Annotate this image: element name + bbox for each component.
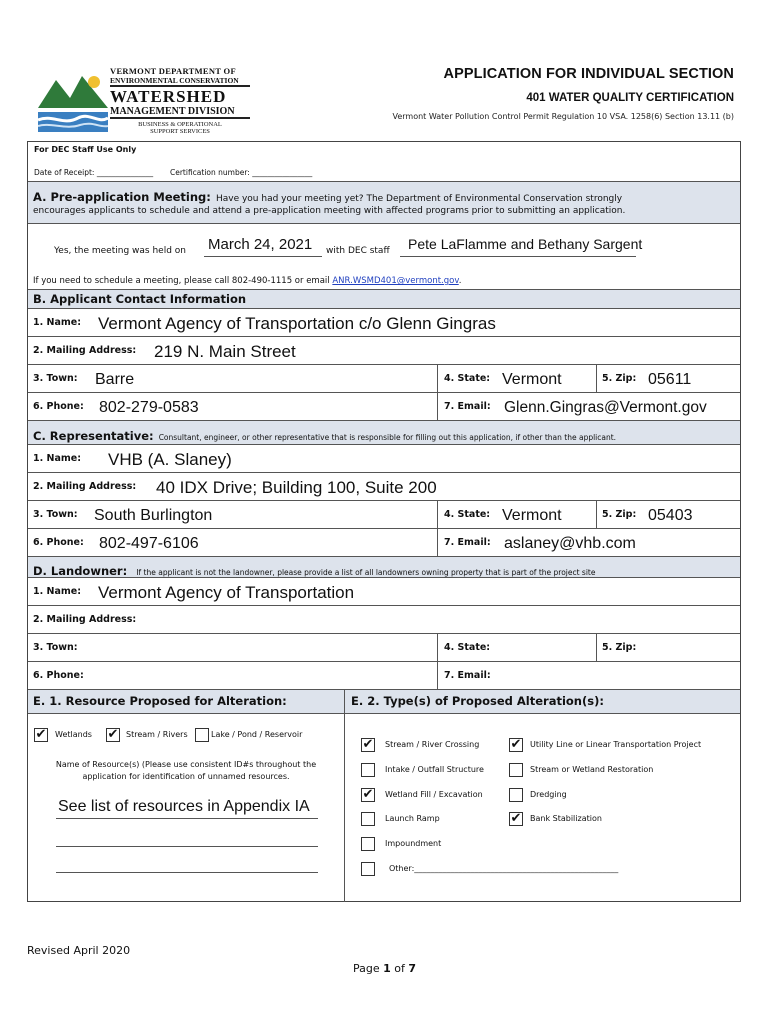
page-number: 1 — [383, 962, 391, 975]
bank-stabilization-checkbox[interactable]: ✔ — [510, 811, 522, 826]
wetland-fill-label: Wetland Fill / Excavation — [385, 790, 483, 799]
dec-staff-value[interactable]: Pete LaFlamme and Bethany Sargent — [408, 236, 643, 252]
section-c-header — [28, 421, 740, 445]
section-b-header — [28, 290, 740, 309]
d-name-label: 1. Name: — [33, 586, 82, 597]
logo-line2: ENVIRONMENTAL CONSERVATION — [110, 76, 250, 87]
b-phone-row — [28, 393, 740, 421]
staff-use-row — [28, 142, 740, 182]
c-state-label: 4. State: — [444, 509, 491, 520]
intake-outfall-label: Intake / Outfall Structure — [385, 765, 484, 774]
logo-line4: MANAGEMENT DIVISION — [110, 106, 250, 119]
schedule-email-link[interactable]: ANR.WSMD401@vermont.gov — [332, 276, 459, 286]
stream-crossing-label: Stream / River Crossing — [385, 740, 480, 749]
d-email-label: 7. Email: — [444, 670, 491, 681]
resource-line-3 — [56, 872, 318, 873]
stream-crossing-checkbox[interactable]: ✔ — [362, 737, 374, 752]
b-mail-value[interactable]: 219 N. Main Street — [154, 342, 296, 361]
d-zip-label: 5. Zip: — [602, 642, 637, 653]
e-header-divider — [344, 690, 345, 714]
logo-line3: WATERSHED — [110, 87, 227, 106]
b-state-label: 4. State: — [444, 373, 491, 384]
wetlands-checkbox[interactable]: ✔ — [35, 727, 47, 742]
c-email-label: 7. Email: — [444, 537, 491, 548]
c-mail-value[interactable]: 40 IDX Drive; Building 100, Suite 200 — [156, 478, 437, 497]
c-town-value[interactable]: South Burlington — [94, 507, 213, 524]
d-mail-label: 2. Mailing Address: — [33, 614, 137, 625]
c-zip-value[interactable]: 05403 — [648, 507, 693, 524]
meeting-date-underline — [204, 256, 322, 257]
page-indicator — [353, 962, 416, 975]
section-d-note: If the applicant is not the landowner, please provide a list of all landowners owning property that is part of the project site — [136, 568, 596, 577]
staff-title: For DEC Staff Use Only — [34, 145, 137, 154]
application-form — [27, 141, 741, 902]
d-name-value[interactable]: Vermont Agency of Transportation — [98, 583, 355, 602]
b-phone-value[interactable]: 802-279-0583 — [99, 399, 199, 416]
d-state-label: 4. State: — [444, 642, 491, 653]
e1-panel — [28, 714, 344, 902]
b-mail-row — [28, 337, 740, 365]
launch-ramp-label: Launch Ramp — [385, 814, 440, 823]
impoundment-label: Impoundment — [385, 839, 442, 848]
dredging-label: Dredging — [530, 790, 567, 799]
d-phone-row — [28, 662, 740, 690]
c-phone-label: 6. Phone: — [33, 537, 84, 548]
section-d-title: D. Landowner: — [33, 564, 128, 578]
resource-line-2 — [56, 846, 318, 847]
b-town-label: 3. Town: — [33, 373, 78, 384]
streams-label: Stream / Rivers — [126, 730, 188, 739]
b-zip-value[interactable]: 05611 — [648, 371, 692, 388]
d-mail-row — [28, 606, 740, 634]
section-e1-title: E. 1. Resource Proposed for Alteration: — [33, 694, 287, 708]
d-state-divider — [596, 634, 597, 662]
meeting-date-value[interactable]: March 24, 2021 — [208, 236, 313, 253]
b-phone-divider — [437, 393, 438, 421]
resource-instructions-2: application for identification of unnamed resources. — [82, 772, 290, 781]
b-name-value[interactable]: Vermont Agency of Transportation c/o Glenn Gingras — [98, 314, 496, 333]
c-town-row — [28, 501, 740, 529]
wetlands-label: Wetlands — [55, 730, 92, 739]
meeting-held-label: Yes, the meeting was held on — [54, 246, 186, 256]
schedule-period: . — [458, 276, 462, 286]
b-name-label: 1. Name: — [33, 317, 82, 328]
c-state-divider — [596, 501, 597, 529]
d-phone-label: 6. Phone: — [33, 670, 84, 681]
logo-line5: BUSINESS & OPERATIONAL — [138, 121, 222, 128]
page-prefix: Page — [353, 962, 384, 975]
b-email-value[interactable]: Glenn.Gingras@Vermont.gov — [504, 399, 707, 416]
c-town-divider — [437, 501, 438, 529]
section-c-note: Consultant, engineer, or other representative that is responsible for filling out this application, if other than the applicant. — [158, 433, 617, 442]
cert-number-field[interactable]: Certification number: ________________ — [170, 168, 313, 177]
logo-line6: SUPPORT SERVICES — [150, 128, 210, 135]
e2-panel — [345, 714, 740, 902]
section-a-text1: Have you had your meeting yet? The Department of Environmental Conservation strongly — [215, 194, 623, 204]
lake-label: Lake / Pond / Reservoir — [211, 730, 303, 739]
b-name-row — [28, 309, 740, 337]
utility-line-checkbox[interactable]: ✔ — [510, 737, 522, 752]
b-phone-label: 6. Phone: — [33, 401, 84, 412]
form-title: APPLICATION FOR INDIVIDUAL SECTION — [443, 66, 734, 82]
d-town-label: 3. Town: — [33, 642, 78, 653]
restoration-checkbox[interactable] — [509, 763, 523, 777]
section-e2-title: E. 2. Type(s) of Proposed Alteration(s): — [351, 694, 604, 708]
intake-outfall-checkbox[interactable] — [361, 763, 375, 777]
meeting-row — [28, 224, 740, 290]
b-town-value[interactable]: Barre — [95, 371, 135, 388]
section-e-header — [28, 690, 740, 714]
c-town-label: 3. Town: — [33, 509, 78, 520]
c-zip-label: 5. Zip: — [602, 509, 637, 520]
section-a-text2: encourages applicants to schedule and attend a pre-application meeting with affected programs prior to submitting an application. — [33, 206, 626, 216]
dec-staff-underline — [400, 256, 636, 257]
c-name-row — [28, 445, 740, 473]
d-name-row — [28, 578, 740, 606]
impoundment-checkbox[interactable] — [361, 837, 375, 851]
d-town-divider — [437, 634, 438, 662]
b-town-row — [28, 365, 740, 393]
dredging-checkbox[interactable] — [509, 788, 523, 802]
bank-stabilization-label: Bank Stabilization — [530, 814, 602, 823]
resource-line-1 — [56, 818, 318, 819]
b-town-divider — [437, 365, 438, 393]
c-mail-label: 2. Mailing Address: — [33, 481, 137, 492]
c-mail-row — [28, 473, 740, 501]
b-email-label: 7. Email: — [444, 401, 491, 412]
mountain-river-icon — [38, 68, 108, 132]
c-name-label: 1. Name: — [33, 453, 82, 464]
wetland-fill-checkbox[interactable]: ✔ — [362, 787, 374, 802]
section-b-title: B. Applicant Contact Information — [33, 292, 247, 306]
lake-checkbox[interactable] — [195, 728, 209, 742]
c-email-value[interactable]: aslaney@vhb.com — [504, 535, 636, 552]
launch-ramp-checkbox[interactable] — [361, 812, 375, 826]
c-name-value[interactable]: VHB (A. Slaney) — [108, 450, 232, 469]
form-subtitle: 401 WATER QUALITY CERTIFICATION — [526, 92, 734, 104]
b-mail-label: 2. Mailing Address: — [33, 345, 137, 356]
c-state-value[interactable]: Vermont — [502, 507, 562, 524]
revised-date: Revised April 2020 — [27, 944, 131, 957]
page-mid: of — [390, 962, 409, 975]
schedule-text: If you need to schedule a meeting, please call 802-490-1115 or email — [33, 276, 330, 286]
restoration-label: Stream or Wetland Restoration — [530, 765, 654, 774]
watershed-logo — [38, 66, 250, 136]
receipt-date-field[interactable]: Date of Receipt: _______________ — [34, 168, 154, 177]
b-state-divider — [596, 365, 597, 393]
other-field[interactable]: Other:___________________________________________________ — [389, 864, 619, 873]
other-checkbox[interactable] — [361, 862, 375, 876]
resource-name-value[interactable]: See list of resources in Appendix IA — [58, 798, 310, 815]
section-c-title: C. Representative: — [33, 429, 154, 443]
b-state-value[interactable]: Vermont — [502, 371, 562, 388]
regulation-text: Vermont Water Pollution Control Permit Regulation 10 VSA. 1258(6) Section 13.11 (b) — [392, 112, 734, 121]
logo-line1: VERMONT DEPARTMENT OF — [110, 66, 236, 76]
utility-line-label: Utility Line or Linear Transportation Project — [530, 740, 702, 749]
c-phone-row — [28, 529, 740, 557]
section-d-header — [28, 557, 740, 578]
section-a-title: A. Pre-application Meeting: — [33, 190, 211, 204]
d-town-row — [28, 634, 740, 662]
c-phone-divider — [437, 529, 438, 557]
d-phone-divider — [437, 662, 438, 690]
section-a-header — [28, 182, 740, 224]
streams-checkbox[interactable]: ✔ — [107, 727, 119, 742]
b-zip-label: 5. Zip: — [602, 373, 637, 384]
c-phone-value[interactable]: 802-497-6106 — [99, 535, 199, 552]
resource-instructions-1: Name of Resource(s) (Please use consistent ID#s throughout the — [55, 760, 317, 769]
page-total: 7 — [408, 962, 417, 975]
dec-staff-label: with DEC staff — [326, 246, 390, 256]
